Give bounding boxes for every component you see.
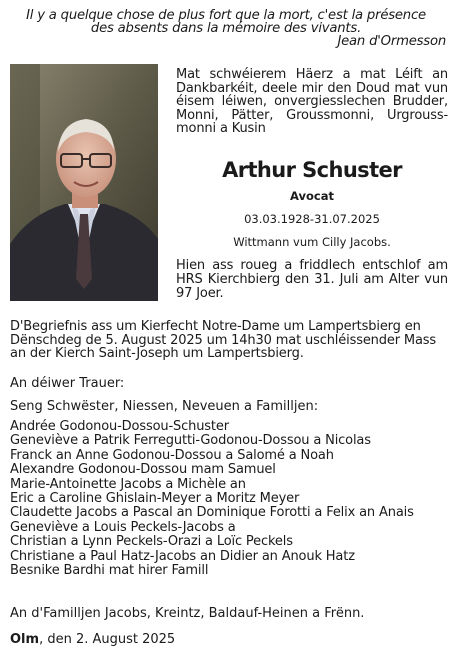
quote-line-2: des absents dans la mémoire des vivants. [90, 21, 362, 36]
family-member: Christiane a Paul Hatz-Jacobs an Didier an Anouk Hatz [10, 548, 355, 564]
family-member: Franck an Anne Godonou-Dossou a Salomé a Noah [10, 447, 334, 463]
epigraph-quote [6, 9, 446, 48]
family-member: Geneviève a Patrik Ferregutti-Godonou-Dossou a Nicolas [10, 433, 371, 449]
family-member: Christian a Lynn Peckels-Orazi a Loïc Peckels [10, 534, 293, 550]
family-member: Alexandre Godonou-Dossou mam Samuel [10, 462, 276, 478]
family-member: Besnike Bardhi mat hirer Famill [10, 563, 209, 579]
signoff-date: , den 2. August 2025 [39, 632, 176, 647]
funeral-text: D'Begriefnis ass um Kierfecht Notre-Dame um Lampertsbierg en Dënschdeg de 5. August 2025 um 14h30 mat uschléissender Mass an der Kierch Saint-Joseph um Lampertsbierg. [10, 319, 437, 362]
portrait-photo [10, 64, 158, 301]
deceased-profession: Avocat [290, 189, 334, 203]
life-dates: 03.03.1928-31.07.2025 [244, 212, 380, 226]
deceased-name: Arthur Schuster [222, 158, 402, 182]
family-member: Eric a Caroline Ghislain-Meyer a Moritz Meyer [10, 491, 300, 507]
family-member: Marie-Antoinette Jacobs a Michèle an [10, 476, 246, 492]
mourning-heading: An déiwer Trauer: [10, 376, 125, 391]
family-member: Geneviève a Louis Peckels-Jacobs a [10, 519, 236, 535]
signoff [10, 632, 175, 647]
family-member: Andrée Godonou-Dossou-Schuster [10, 419, 229, 434]
quote-author: Jean d'Ormesson [337, 34, 446, 49]
closing-text: An d'Familljen Jacobs, Kreintz, Baldauf-Heinen a Frënn. [10, 606, 365, 621]
spouse-note: Wittmann vum Cilly Jacobs. [233, 235, 391, 249]
signoff-place: Olm [10, 632, 40, 647]
passing-text: Hien ass roueg a friddlech entschlof am HRS Kierchbierg den 31. Juli am Alter vun 97 Joer. [176, 258, 448, 301]
family-intro: Seng Schwëster, Niessen, Neveuen a Familljen: [10, 399, 319, 414]
intro-text: Mat schwéierem Häerz a mat Léift an Dankbarkéit, deele mir den Doud mat vun éisem léiwen, onvergiesslechen Brudder, Monni, Pätter, Groussmonni, Urgrouss-monni a Kusin [176, 67, 448, 137]
quote-line-1: Il y a quelque chose de plus fort que la mort, c'est la présence [26, 8, 426, 23]
family-list [10, 420, 450, 578]
family-member: Claudette Jacobs a Pascal an Dominique Forotti a Felix an Anais [10, 505, 414, 521]
